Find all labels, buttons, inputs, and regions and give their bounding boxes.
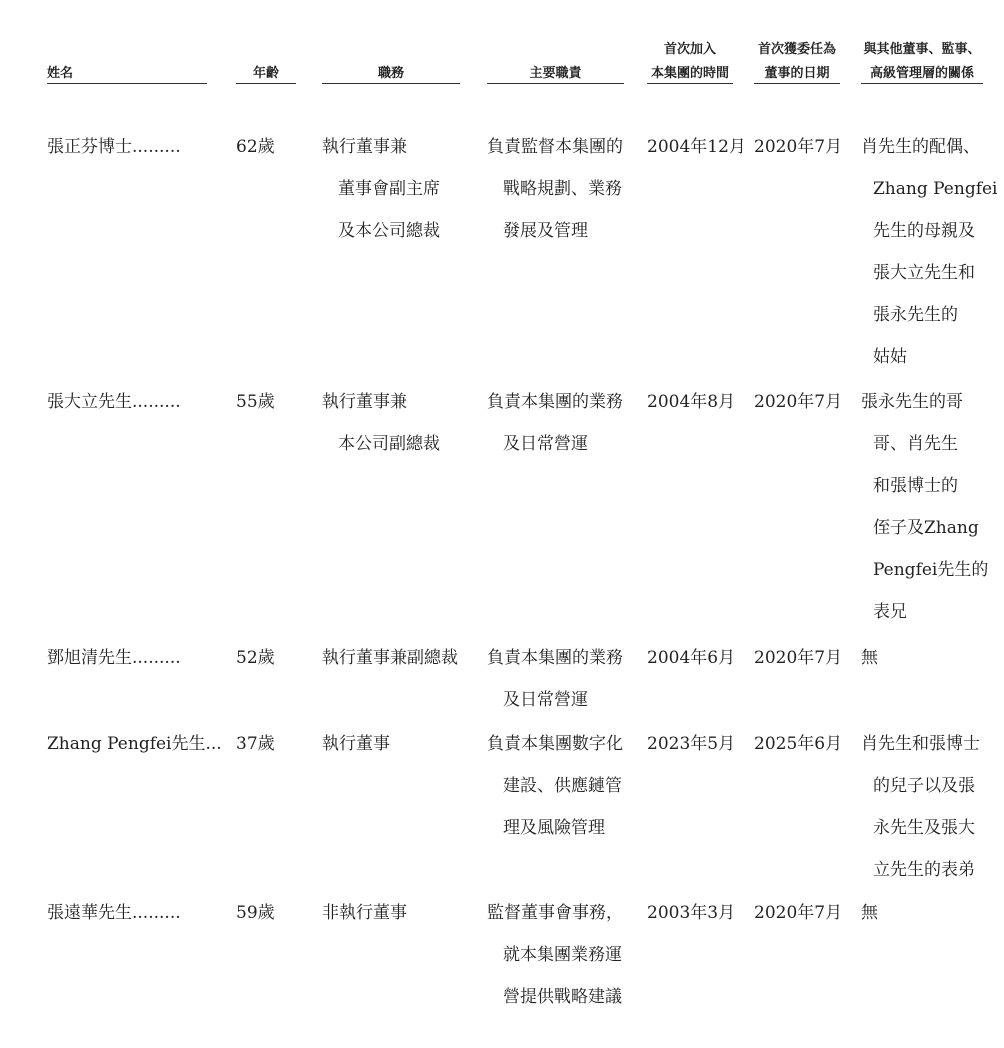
header-name bbox=[47, 18, 207, 86]
row1-name: 張正芬博士......... bbox=[47, 137, 181, 157]
row1-relationship-line2: Zhang Pengfei bbox=[873, 179, 998, 199]
header-duties bbox=[487, 18, 624, 86]
row4-relationship bbox=[861, 723, 980, 891]
header-appointed-line1: 首次獲委任為 bbox=[757, 42, 836, 57]
row1-duties bbox=[487, 126, 623, 252]
row5-duties-line2: 就本集團業務運 bbox=[503, 945, 622, 965]
row2-relationship-line6: 表兄 bbox=[873, 602, 907, 622]
header-joined-line1: 首次加入 bbox=[663, 42, 716, 57]
header-underline-name bbox=[47, 83, 207, 84]
row5-duties bbox=[487, 892, 623, 1018]
row2-relationship-line1: 張永先生的哥 bbox=[861, 392, 963, 412]
row1-duties-line2: 戰略規劃、業務 bbox=[503, 179, 622, 199]
row2-position-line2: 本公司副總裁 bbox=[338, 434, 440, 454]
row4-position bbox=[322, 723, 390, 765]
row3-position bbox=[322, 637, 458, 679]
row1-relationship-line4: 張大立先生和 bbox=[873, 263, 975, 283]
row4-relationship-line1: 肖先生和張博士 bbox=[861, 734, 980, 754]
row1-appointed: 2020年7月 bbox=[754, 137, 843, 157]
row4-appointed: 2025年6月 bbox=[754, 734, 843, 754]
row1-position-line1: 執行董事兼 bbox=[322, 137, 407, 157]
row4-relationship-line2: 的兒子以及張 bbox=[873, 776, 975, 796]
row2-position bbox=[322, 381, 440, 465]
header-underline-duties bbox=[487, 83, 624, 84]
row2-joined: 2004年8月 bbox=[647, 392, 736, 412]
header-joined-line2: 本集團的時間 bbox=[650, 66, 729, 81]
row1-joined: 2004年12月 bbox=[647, 137, 746, 157]
row5-appointed: 2020年7月 bbox=[754, 903, 843, 923]
row2-age: 55歲 bbox=[236, 392, 275, 412]
row1-duties-line3: 發展及管理 bbox=[503, 221, 588, 241]
row5-position-line1: 非執行董事 bbox=[322, 903, 407, 923]
header-joined bbox=[647, 18, 733, 86]
row2-duties bbox=[487, 381, 623, 465]
header-position bbox=[322, 18, 460, 86]
row4-joined: 2023年5月 bbox=[647, 734, 736, 754]
row3-appointed: 2020年7月 bbox=[754, 648, 843, 668]
header-underline-age bbox=[236, 83, 296, 84]
row2-relationship-line3: 和張博士的 bbox=[873, 476, 958, 496]
header-position-label: 職務 bbox=[377, 66, 404, 81]
row2-duties-line1: 負責本集團的業務 bbox=[487, 392, 623, 412]
row1-position-line3: 及本公司總裁 bbox=[338, 221, 440, 241]
row1-position bbox=[322, 126, 440, 252]
row2-relationship-line5: Pengfei先生的 bbox=[873, 560, 989, 580]
row3-relationship bbox=[861, 637, 878, 679]
row3-position-line1: 執行董事兼副總裁 bbox=[322, 648, 458, 668]
row2-appointed: 2020年7月 bbox=[754, 392, 843, 412]
header-age bbox=[236, 18, 296, 86]
row1-age: 62歲 bbox=[236, 137, 275, 157]
row4-duties-line3: 理及風險管理 bbox=[503, 818, 605, 838]
header-underline-joined bbox=[647, 83, 733, 84]
row3-duties bbox=[487, 637, 623, 721]
header-appointed-line2: 董事的日期 bbox=[764, 66, 830, 81]
row5-duties-line3: 營提供戰略建議 bbox=[503, 987, 622, 1007]
row4-duties-line1: 負責本集團數字化 bbox=[487, 734, 623, 754]
row5-age: 59歲 bbox=[236, 903, 275, 923]
row3-age: 52歲 bbox=[236, 648, 275, 668]
row1-position-line2: 董事會副主席 bbox=[338, 179, 440, 199]
row2-duties-line2: 及日常營運 bbox=[503, 434, 588, 454]
row2-relationship bbox=[861, 381, 988, 633]
row4-relationship-line4: 立先生的表弟 bbox=[873, 860, 975, 880]
header-underline-position bbox=[322, 83, 460, 84]
row4-position-line1: 執行董事 bbox=[322, 734, 390, 754]
row5-joined: 2003年3月 bbox=[647, 903, 736, 923]
row1-relationship bbox=[861, 126, 998, 378]
row2-position-line1: 執行董事兼 bbox=[322, 392, 407, 412]
header-underline-relationship bbox=[861, 83, 983, 84]
row5-position bbox=[322, 892, 407, 934]
row4-duties-line2: 建設、供應鏈管 bbox=[503, 776, 622, 796]
row1-duties-line1: 負責監督本集團的 bbox=[487, 137, 623, 157]
row2-relationship-line2: 哥、肖先生 bbox=[873, 434, 958, 454]
row2-name: 張大立先生......... bbox=[47, 392, 181, 412]
row3-joined: 2004年6月 bbox=[647, 648, 736, 668]
row4-name: Zhang Pengfei先生... bbox=[47, 734, 222, 754]
row5-duties-line1: 監督董事會事務， bbox=[487, 903, 623, 923]
header-relationship-line1: 與其他董事、監事、 bbox=[863, 42, 981, 57]
row4-relationship-line3: 永先生及張大 bbox=[873, 818, 975, 838]
header-relationship bbox=[861, 18, 983, 86]
row1-relationship-line6: 姑姑 bbox=[873, 347, 907, 367]
row3-duties-line2: 及日常營運 bbox=[503, 690, 588, 710]
header-relationship-line2: 高級管理層的關係 bbox=[869, 66, 974, 81]
header-name-label: 姓名 bbox=[47, 66, 74, 81]
row1-relationship-line1: 肖先生的配偶、 bbox=[861, 137, 980, 157]
header-age-label: 年齡 bbox=[252, 66, 279, 81]
header-appointed bbox=[754, 18, 840, 86]
row4-duties bbox=[487, 723, 623, 849]
header-duties-label: 主要職責 bbox=[529, 66, 582, 81]
row3-name: 鄧旭清先生......... bbox=[47, 648, 181, 668]
header-underline-appointed bbox=[754, 83, 840, 84]
row5-relationship-line1: 無 bbox=[861, 903, 878, 923]
row4-age: 37歲 bbox=[236, 734, 275, 754]
row1-relationship-line3: 先生的母親及 bbox=[873, 221, 975, 241]
row3-relationship-line1: 無 bbox=[861, 648, 878, 668]
row5-name: 張遠華先生......... bbox=[47, 903, 181, 923]
row2-relationship-line4: 侄子及Zhang bbox=[873, 518, 979, 538]
row1-relationship-line5: 張永先生的 bbox=[873, 305, 958, 325]
row5-relationship bbox=[861, 892, 878, 934]
row3-duties-line1: 負責本集團的業務 bbox=[487, 648, 623, 668]
